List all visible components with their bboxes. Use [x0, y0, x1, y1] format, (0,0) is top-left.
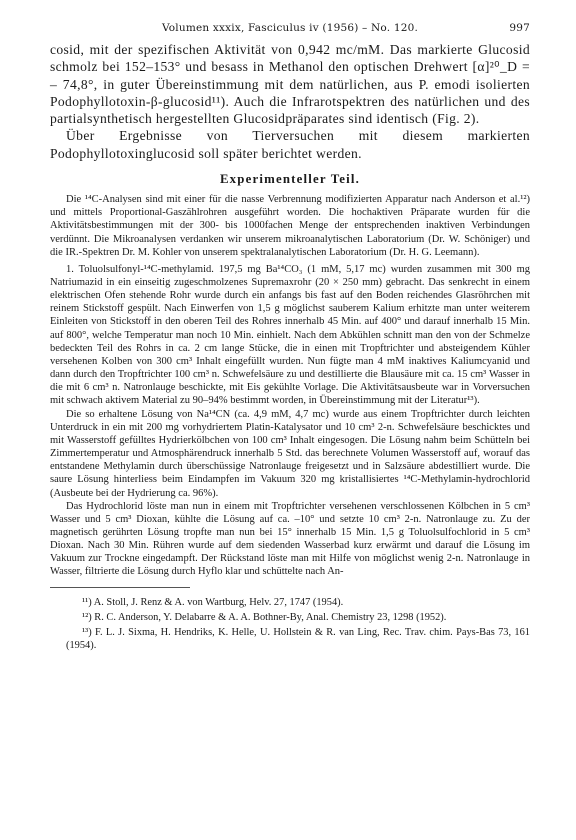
footnote: ¹²) R. C. Anderson, Y. Delabarre & A. A. Bothner-By, Anal. Chemistry 23, 1298 (1952).: [82, 611, 447, 623]
body-paragraph: Die ¹⁴C-Analysen sind mit einer für die nasse Verbrennung modifizierten Apparatur nach Anderson et al.¹²) und mittels Proportional-Gaszählrohren ausgeführt worden. Die hochaktiven Präparate wurden für die Aktivitätsbestimmungen mit der 300- bis 1000fachen Menge der entsprechenden inaktiven Verbindungen verdünnt. Die Mikroanalysen verdanken wir unserem mikroanalytischen Laboratorium (Dr. W. Schöniger) und die IR.-Spektren Dr. M. Kohler von unserem spektralanalytischen Laboratorium (Dr. H. G. Leemann).: [50, 194, 530, 258]
body-paragraph: 1. Toluolsulfonyl-¹⁴C-methylamid. 197,5 mg Ba¹⁴CO₃ (1 mM, 5,17 mc) wurden zusammen mit 300 mg Natriumazid in ein einseitig zugeschmolzenes Supremaxrohr (20 × 250 mm) gebracht. Das senkrecht in einem elektrischen Ofen stehende Rohr wurde durch ein anfangs bis fast auf den Boden reichendes Glasröhrchen mit reinem Stickstoff gespült. Nach Einwerfen von 1,5 g möglichst sauberem Kalium erhitzte man unter weiterem Einleiten von Stickstoff in den oberen Teil des Rohres innerhalb 45 Min. auf 400° und darauf innerhalb 15 Min. auf 800°, welche Temperatur man noch 10 Min. einhielt. Nach dem Abkühlen schnitt man den von der Schmelze bedeckten Teil des Rohrs in ca. 2 cm lange Stücke, die in einen mit Tropftrichter und absteigendem Kühler versehenen Kolben von 300 cm³ Inhalt eingefüllt wurden. Nun fügte man 4 mM inaktives Kaliumcyanid und dann durch den Tropftrichter 100 cm³ n. Schwefelsäure zu und destillierte die Blausäure mit ca. 15 cm³ Wasser in die mit 6 cm³ n. Natronlauge beschickte, mit Eis gekühlte Vorlage. Die Aktivitätsausbeute war in Vorversuchen mit schwach aktivem Material zu 90–94% bestimmt worden, in Übereinstimmung mit der Literatur¹³).: [50, 263, 530, 407]
footnote: ¹³) F. L. J. Sixma, H. Hendriks, K. Helle, U. Hollstein & R. van Ling, Rec. Trav. chim. Pays-Bas 73, 161 (1954).: [66, 626, 530, 651]
running-head: [50, 20, 530, 36]
body-paragraph: Das Hydrochlorid löste man nun in einem mit Tropftrichter versehenen verschlossenen Kölbchen in 5 cm³ Wasser und 5 cm³ Dioxan, kühlte die Lösung auf ca. –10° und setzte 10 cm³ 2-n. Natronlauge zu. Zu der magnetisch gerührten Lösung tropfte man nun bei 15° innerhalb 15 Min. 1,5 g Toluolsulfochlorid in 5 cm³ Dioxan. Nach 30 Min. Rühren wurde auf dem siedenden Wasserbad kurz erwärmt und darauf die Lösung im Vakuum zur Trockne eingedampft. Der Rückstand löste man mit Hilfe von möglichst wenig 2-n. Natronlauge in Wasser, filtrierte die Lösung durch Hyflo klar und schüttelte nach An-: [50, 500, 530, 578]
footnotes: [50, 596, 530, 652]
page-number: 997: [509, 22, 530, 34]
journal-citation: Volumen xxxix, Fasciculus iv (1956) – No. 120.: [161, 22, 419, 34]
footnote-divider: [50, 587, 190, 588]
body-paragraph: Die so erhaltene Lösung von Na¹⁴CN (ca. 4,9 mM, 4,7 mc) wurde aus einem Tropftrichter durch leichten Unterdruck in ein mit 200 mg vorhydriertem Platin-Katalysator und 10 cm³ 2-n. Schwefelsäure beschicktes und mit Wasserstoff gefülltes Hydrierkölbchen von 100 cm³ Inhalt eingesogen. Die Lösung nahm beim Schütteln bei Zimmertemperatur und Atmosphärendruck innerhalb 5 Std. das berechnete Volumen Wasserstoff auf, worauf das entstandene Methylamin durch überschüssige Natronlauge freigesetzt und in Salzsäure abdestilliert wurde. Die saure Lösung hinterliess beim Eindampfen im Vakuum 320 mg kristallisiertes ¹⁴C-Methylamin-hydrochlorid (Ausbeute bei der Hydrierung ca. 96%).: [50, 408, 530, 499]
intro-paragraph: cosid, mit der spezifischen Aktivität von 0,942 mc/mM. Das markierte Glucosid schmolz bei 152–153° und besass in Methanol den optischen Drehwert [α]²⁰_D = – 74,8°, in guter Übereinstimmung mit dem natürlichen, aus P. emodi isolierten Podophyllotoxin-β-glucosid¹¹). Auch die Infrarotspektren des natürlichen und des partialsynthetisch hergestellten Glucosidpräparates sind identisch (Fig. 2).: [50, 42, 530, 127]
footnote: ¹¹) A. Stoll, J. Renz & A. von Wartburg, Helv. 27, 1747 (1954).: [82, 596, 344, 608]
intro-paragraph: Über Ergebnisse von Tierversuchen mit diesem markierten Podophyllotoxinglucosid soll später berichtet werden.: [50, 128, 530, 161]
section-title: Experimenteller Teil.: [219, 172, 361, 187]
